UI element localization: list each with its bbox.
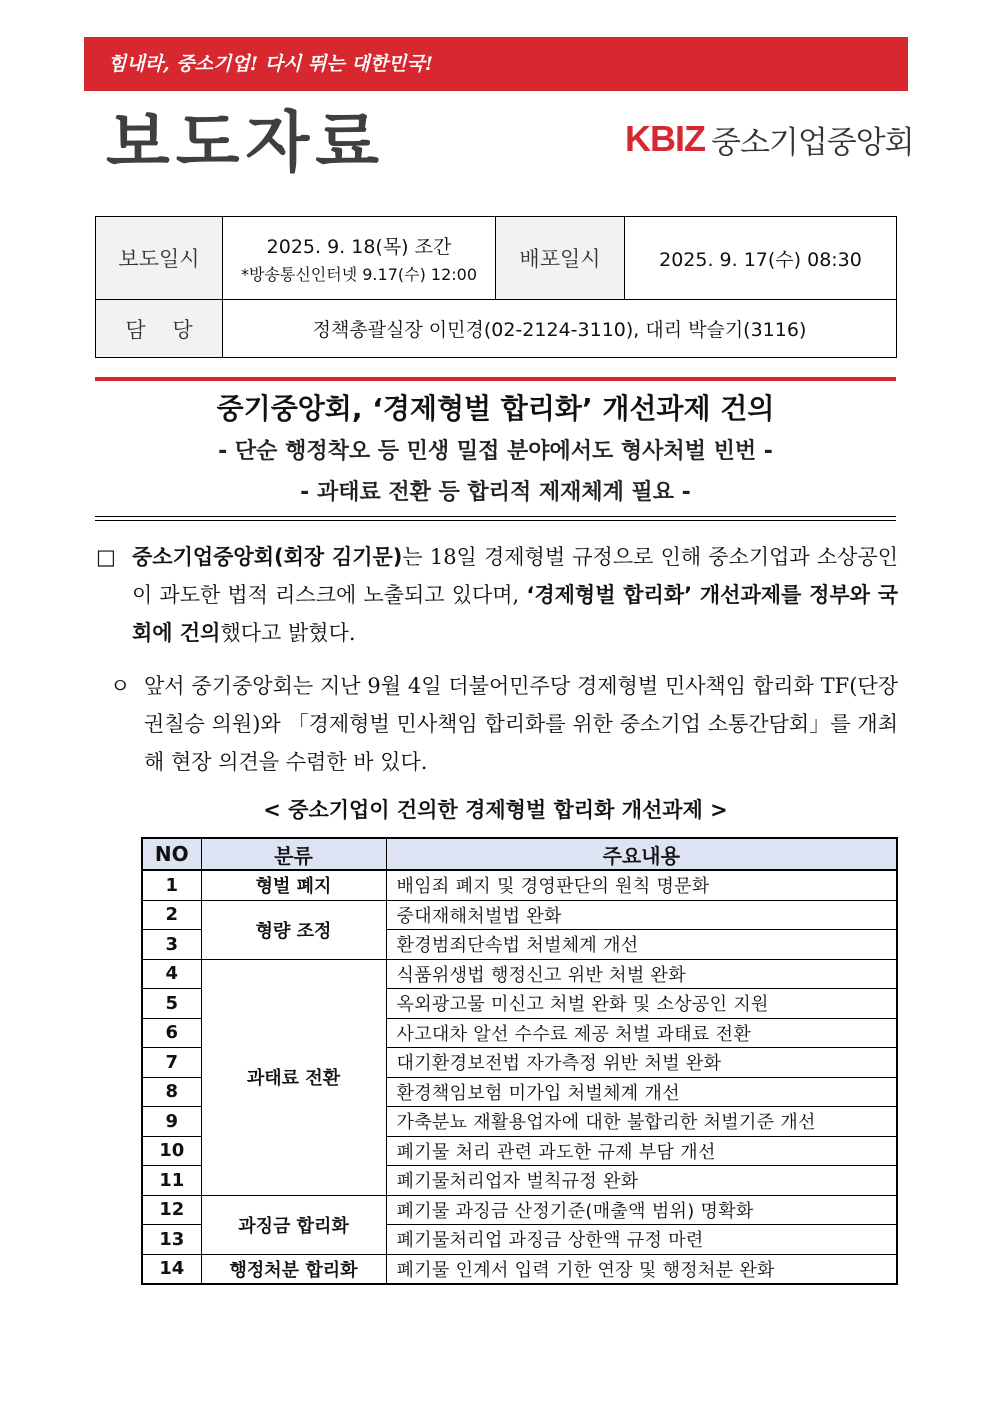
category-cell: 과태료 전환 (201, 959, 386, 1195)
kbiz-logo (625, 117, 914, 161)
row-desc: 폐기물 과징금 산정기준(매출액 범위) 명확화 (386, 1195, 897, 1225)
row-no: 8 (142, 1077, 201, 1107)
row-no: 6 (142, 1018, 201, 1048)
lead-org-name: 중소기업중앙회(회장 김기문) (132, 545, 403, 569)
row-desc: 폐기물처리업자 벌칙규정 완화 (386, 1166, 897, 1196)
category-cell: 행정처분 합리화 (201, 1254, 386, 1284)
row-desc: 폐기물 인계서 입력 기한 연장 및 행정처분 완화 (386, 1254, 897, 1284)
row-desc: 옥외광고물 미신고 처벌 완화 및 소상공인 지원 (386, 989, 897, 1019)
row-no: 10 (142, 1136, 201, 1166)
release-date-label: 보도일시 (96, 217, 223, 300)
table-row (142, 959, 897, 989)
slogan-banner (84, 37, 908, 91)
row-desc: 가축분뇨 재활용업자에 대한 불합리한 처벌기준 개선 (386, 1107, 897, 1137)
row-desc: 사고대차 알선 수수료 제공 처벌 과태료 전환 (386, 1018, 897, 1048)
detail-paragraph (110, 667, 898, 781)
contact-label: 담 당 (96, 300, 223, 358)
headline-divider (95, 377, 896, 381)
header-no: NO (142, 838, 201, 870)
row-no: 11 (142, 1166, 201, 1196)
lead-paragraph-text (96, 538, 898, 652)
press-release-title: 보도자료 (106, 104, 386, 181)
row-desc: 폐기물처리업 과징금 상한액 규정 마련 (386, 1225, 897, 1255)
distribution-date-value: 2025. 9. 17(수) 08:30 (625, 217, 897, 300)
row-no: 3 (142, 930, 201, 960)
row-no: 2 (142, 900, 201, 930)
row-no: 13 (142, 1225, 201, 1255)
row-desc: 식품위생법 행정신고 위반 처벌 완화 (386, 959, 897, 989)
table-caption: < 중소기업이 건의한 경제형벌 합리화 개선과제 > (263, 798, 728, 822)
row-no: 12 (142, 1195, 201, 1225)
header-category: 분류 (201, 838, 386, 870)
subtitle-divider (95, 516, 896, 521)
table-row (142, 1195, 897, 1225)
row-desc: 환경책임보험 미가입 처벌체계 개선 (386, 1077, 897, 1107)
category-cell: 형벌 폐지 (201, 870, 386, 900)
distribution-date-label: 배포일시 (496, 217, 625, 300)
row-no: 9 (142, 1107, 201, 1137)
row-no: 1 (142, 870, 201, 900)
category-cell: 형량 조정 (201, 900, 386, 959)
square-bullet-icon: □ (96, 545, 116, 569)
table-row (142, 1254, 897, 1284)
row-no: 7 (142, 1048, 201, 1078)
lead-emphasis: ‘경제형벌 합리화’ 개선과제를 정부와 국회에 건의 (132, 583, 898, 645)
circle-bullet-icon: ㅇ (110, 674, 131, 698)
row-desc: 중대재해처벌법 완화 (386, 900, 897, 930)
row-desc: 배임죄 폐지 및 경영판단의 원칙 명문화 (386, 870, 897, 900)
improvement-tasks-table (141, 837, 898, 1285)
lead-text-2: 했다고 밝혔다. (220, 621, 356, 645)
table-row (142, 900, 897, 930)
headline-subtitle-1: - 단순 행정착오 등 민생 밀접 분야에서도 형사처벌 빈번 - (218, 439, 773, 464)
lead-text-1: 는 18일 경제형벌 규정으로 인해 중소기업과 소상공인이 과도한 법적 리스크에 노출되고 있다며, (132, 545, 898, 607)
contact-value: 정책총괄실장 이민경(02-2124-3110), 대리 박슬기(3116) (223, 300, 897, 358)
row-desc: 폐기물 처리 관련 과도한 규제 부담 개선 (386, 1136, 897, 1166)
detail-paragraph-text: 앞서 중기중앙회는 지난 9월 4일 더불어민주당 경제형벌 민사책임 합리화 TF(단장 권칠승 의원)와 「경제형벌 민사책임 합리화를 위한 중소기업 소통간담회」를 개최해 현장 의견을 수렴한 바 있다. (144, 674, 898, 774)
release-info-table (95, 216, 897, 358)
headline-subtitle-2: - 과태료 전환 등 합리적 제재체계 필요 - (300, 480, 691, 505)
row-desc: 환경범죄단속법 처벌체계 개선 (386, 930, 897, 960)
release-date-cell (223, 217, 496, 300)
header-content: 주요내용 (386, 838, 897, 870)
category-cell: 과징금 합리화 (201, 1195, 386, 1254)
release-date-note: *방송통신인터넷 9.17(수) 12:00 (240, 264, 478, 284)
logo-org-name: 중소기업중앙회 (711, 124, 914, 161)
row-no: 5 (142, 989, 201, 1019)
logo-mark: KBIZ (625, 118, 705, 159)
lead-paragraph (96, 538, 898, 652)
headline-title: 중기중앙회, ‘경제형벌 합리화’ 개선과제 건의 (216, 392, 775, 425)
release-date-value: 2025. 9. 18(목) 조간 (266, 235, 452, 258)
row-desc: 대기환경보전법 자가측정 위반 처벌 완화 (386, 1048, 897, 1078)
row-no: 4 (142, 959, 201, 989)
slogan-text: 힘내라, 중소기업! 다시 뛰는 대한민국! (108, 53, 434, 75)
row-no: 14 (142, 1254, 201, 1284)
table-row (142, 870, 897, 900)
